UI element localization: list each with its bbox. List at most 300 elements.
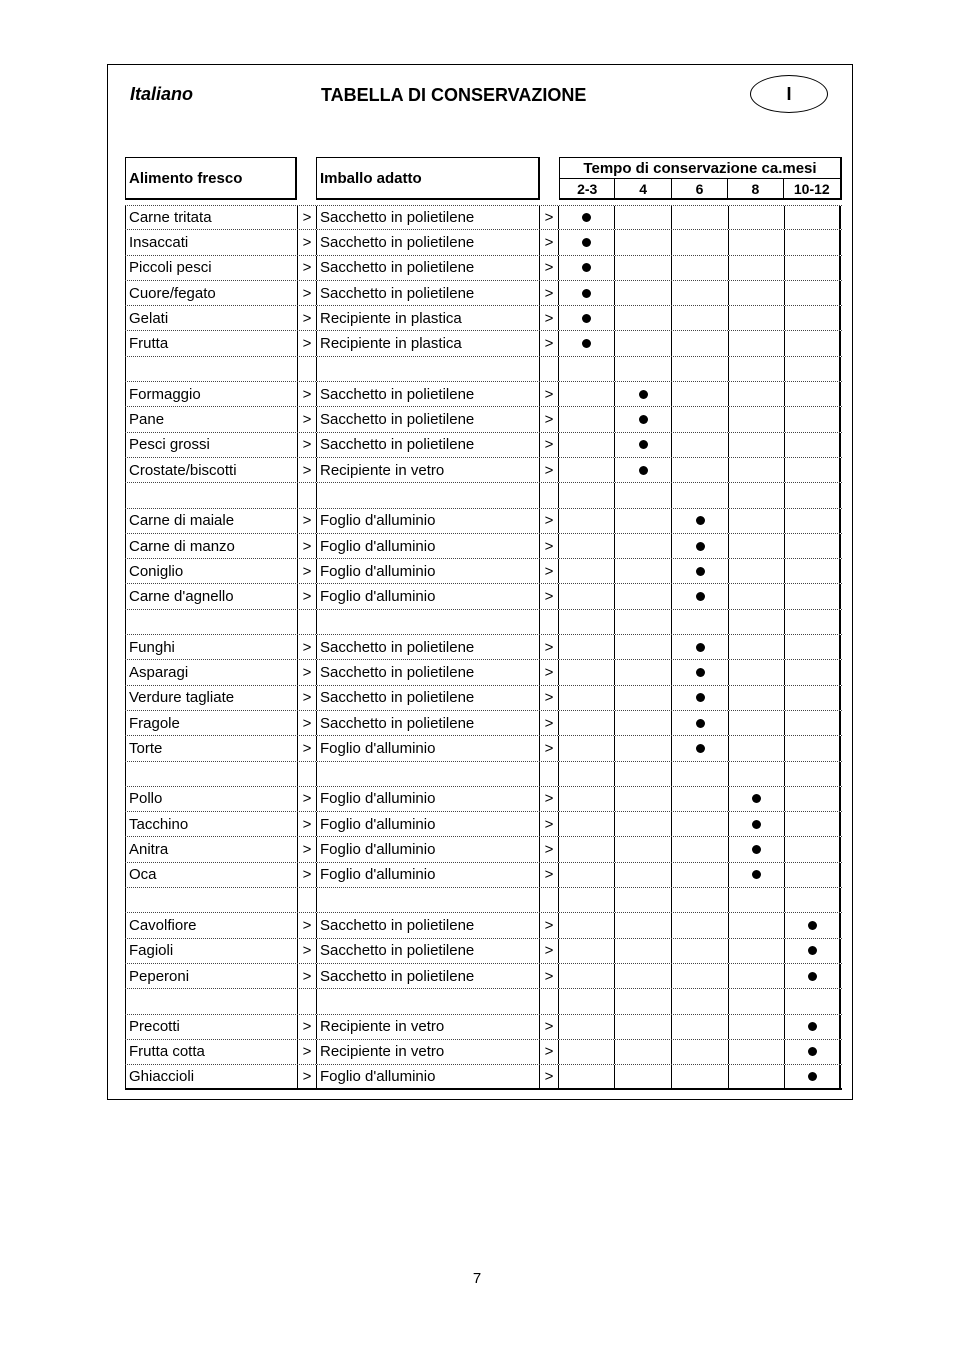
food-name: Cuore/fegato [125, 281, 297, 305]
packaging-name: Sacchetto in polietilene [316, 660, 539, 684]
arrow-marker [539, 357, 558, 381]
arrow-marker: > [297, 407, 316, 431]
time-cell [614, 711, 671, 735]
arrow-marker: > [297, 382, 316, 406]
time-cell [558, 331, 614, 355]
spacer-row [125, 610, 842, 635]
time-cell [671, 635, 728, 659]
food-name [125, 989, 297, 1013]
time-cell [784, 1065, 841, 1088]
time-cell [558, 635, 614, 659]
arrow-marker: > [297, 331, 316, 355]
time-cell [558, 736, 614, 760]
time-cell [671, 1015, 728, 1039]
arrow-marker: > [297, 433, 316, 457]
time-cell [671, 458, 728, 482]
arrow-marker: > [297, 913, 316, 937]
storage-table [125, 205, 842, 1090]
time-cell [614, 534, 671, 558]
packaging-name: Sacchetto in polietilene [316, 939, 539, 963]
arrow-marker: > [297, 1040, 316, 1064]
arrow-marker: > [539, 1040, 558, 1064]
food-name: Crostate/biscotti [125, 458, 297, 482]
packaging-name: Sacchetto in polietilene [316, 407, 539, 431]
storage-time-columns [560, 179, 840, 199]
time-cell [558, 660, 614, 684]
arrow-marker: > [297, 559, 316, 583]
time-cell [614, 206, 671, 229]
table-row [125, 407, 842, 432]
time-cell [784, 206, 841, 229]
arrow-marker: > [539, 787, 558, 811]
storage-dot-icon [808, 1047, 817, 1056]
arrow-marker: > [297, 458, 316, 482]
header-food: Alimento fresco [125, 157, 297, 200]
packaging-name: Foglio d'alluminio [316, 559, 539, 583]
page-title: TABELLA DI CONSERVAZIONE [321, 85, 587, 105]
food-name: Formaggio [125, 382, 297, 406]
food-name: Gelati [125, 306, 297, 330]
time-cell [784, 711, 841, 735]
arrow-marker [539, 483, 558, 507]
packaging-name: Sacchetto in polietilene [316, 206, 539, 229]
time-cell [671, 206, 728, 229]
packaging-name [316, 483, 539, 507]
time-cell [784, 888, 841, 912]
table-row [125, 205, 842, 230]
packaging-name: Sacchetto in polietilene [316, 230, 539, 254]
food-name: Asparagi [125, 660, 297, 684]
arrow-marker: > [297, 1015, 316, 1039]
time-cell [728, 407, 784, 431]
food-name: Peperoni [125, 964, 297, 988]
food-name: Tacchino [125, 812, 297, 836]
time-cell [728, 584, 784, 608]
time-cell [671, 964, 728, 988]
food-name: Precotti [125, 1015, 297, 1039]
packaging-name: Recipiente in vetro [316, 1015, 539, 1039]
food-name: Carne di manzo [125, 534, 297, 558]
time-cell [671, 736, 728, 760]
page-number: 7 [472, 1270, 482, 1287]
table-row [125, 686, 842, 711]
time-cell [728, 306, 784, 330]
spacer-row [125, 989, 842, 1014]
time-cell [728, 483, 784, 507]
time-cell [671, 407, 728, 431]
spacer-row [125, 762, 842, 787]
time-cell [558, 913, 614, 937]
arrow-marker: > [539, 837, 558, 861]
time-cell [614, 989, 671, 1013]
time-cell [558, 534, 614, 558]
time-cell [671, 913, 728, 937]
arrow-marker: > [539, 509, 558, 533]
arrow-marker: > [297, 787, 316, 811]
time-cell [784, 1040, 841, 1064]
food-name [125, 357, 297, 381]
time-cell [671, 863, 728, 887]
spacer-row [125, 888, 842, 913]
time-cell [671, 281, 728, 305]
time-cell [728, 711, 784, 735]
arrow-marker: > [539, 230, 558, 254]
storage-dot-icon [582, 339, 591, 348]
time-cell [558, 559, 614, 583]
packaging-name: Foglio d'alluminio [316, 584, 539, 608]
time-cell [614, 331, 671, 355]
arrow-marker [297, 762, 316, 786]
time-cell [728, 787, 784, 811]
food-name: Carne d'agnello [125, 584, 297, 608]
arrow-marker: > [539, 206, 558, 229]
food-name: Frutta cotta [125, 1040, 297, 1064]
time-cell [558, 584, 614, 608]
packaging-name: Sacchetto in polietilene [316, 913, 539, 937]
time-cell [728, 1065, 784, 1088]
time-cell [558, 939, 614, 963]
time-cell [614, 1015, 671, 1039]
storage-dot-icon [696, 744, 705, 753]
time-cell [784, 762, 841, 786]
time-cell [558, 206, 614, 229]
time-cell [728, 812, 784, 836]
arrow-marker: > [297, 939, 316, 963]
time-cell [671, 762, 728, 786]
time-cell [671, 306, 728, 330]
time-cell [614, 256, 671, 280]
food-name: Ghiaccioli [125, 1065, 297, 1088]
storage-dot-icon [639, 440, 648, 449]
arrow-marker: > [539, 559, 558, 583]
time-cell [671, 711, 728, 735]
time-cell [558, 281, 614, 305]
time-cell [784, 989, 841, 1013]
time-cell [784, 736, 841, 760]
table-row [125, 256, 842, 281]
arrow-marker: > [539, 534, 558, 558]
arrow-marker: > [297, 206, 316, 229]
arrow-marker: > [539, 711, 558, 735]
food-name [125, 888, 297, 912]
time-cell [614, 913, 671, 937]
time-cell [614, 964, 671, 988]
arrow-marker: > [297, 509, 316, 533]
table-row [125, 711, 842, 736]
arrow-marker: > [539, 863, 558, 887]
time-cell [558, 433, 614, 457]
time-cell [614, 863, 671, 887]
time-cell [784, 610, 841, 634]
time-cell [671, 686, 728, 710]
packaging-name: Foglio d'alluminio [316, 1065, 539, 1088]
arrow-marker: > [539, 382, 558, 406]
time-cell [614, 939, 671, 963]
packaging-name: Sacchetto in polietilene [316, 964, 539, 988]
arrow-marker: > [297, 863, 316, 887]
time-cell [728, 433, 784, 457]
table-row [125, 509, 842, 534]
header-packaging: Imballo adatto [316, 157, 540, 200]
food-name: Carne tritata [125, 206, 297, 229]
arrow-marker: > [297, 584, 316, 608]
arrow-marker: > [539, 281, 558, 305]
time-cell [614, 509, 671, 533]
time-cell [558, 230, 614, 254]
time-cell [671, 1040, 728, 1064]
storage-dot-icon [696, 516, 705, 525]
time-cell [728, 458, 784, 482]
time-cell [671, 230, 728, 254]
packaging-name [316, 357, 539, 381]
storage-dot-icon [639, 466, 648, 475]
time-cell [784, 686, 841, 710]
arrow-marker: > [539, 458, 558, 482]
storage-dot-icon [808, 1022, 817, 1031]
arrow-marker: > [297, 660, 316, 684]
time-cell [558, 610, 614, 634]
time-cell [558, 837, 614, 861]
time-cell [671, 584, 728, 608]
packaging-name: Sacchetto in polietilene [316, 433, 539, 457]
time-cell [671, 660, 728, 684]
time-cell [614, 357, 671, 381]
arrow-marker: > [297, 306, 316, 330]
time-column-header: 8 [728, 179, 783, 199]
arrow-marker: > [297, 635, 316, 659]
table-row [125, 1015, 842, 1040]
time-column-header: 4 [615, 179, 671, 199]
arrow-marker [297, 888, 316, 912]
time-cell [614, 888, 671, 912]
table-row [125, 1065, 842, 1090]
packaging-name: Sacchetto in polietilene [316, 635, 539, 659]
time-cell [614, 584, 671, 608]
time-cell [784, 913, 841, 937]
food-name: Cavolfiore [125, 913, 297, 937]
food-name: Verdure tagliate [125, 686, 297, 710]
arrow-marker: > [539, 331, 558, 355]
time-cell [614, 230, 671, 254]
time-cell [728, 736, 784, 760]
food-name: Pesci grossi [125, 433, 297, 457]
storage-dot-icon [696, 567, 705, 576]
storage-dot-icon [639, 390, 648, 399]
time-cell [558, 306, 614, 330]
time-cell [784, 812, 841, 836]
time-cell [558, 964, 614, 988]
time-cell [558, 989, 614, 1013]
time-cell [558, 1015, 614, 1039]
time-cell [671, 787, 728, 811]
time-cell [728, 610, 784, 634]
arrow-marker: > [297, 812, 316, 836]
arrow-marker: > [297, 837, 316, 861]
time-cell [614, 433, 671, 457]
arrow-marker: > [297, 281, 316, 305]
storage-dot-icon [808, 946, 817, 955]
time-cell [614, 686, 671, 710]
time-cell [784, 433, 841, 457]
time-cell [784, 534, 841, 558]
time-cell [728, 256, 784, 280]
arrow-marker: > [297, 1065, 316, 1088]
food-name: Anitra [125, 837, 297, 861]
table-row [125, 433, 842, 458]
time-cell [558, 863, 614, 887]
arrow-marker: > [539, 306, 558, 330]
packaging-name: Foglio d'alluminio [316, 534, 539, 558]
arrow-marker: > [539, 812, 558, 836]
time-cell [784, 635, 841, 659]
time-cell [614, 787, 671, 811]
time-cell [728, 534, 784, 558]
packaging-name: Sacchetto in polietilene [316, 686, 539, 710]
time-cell [614, 559, 671, 583]
time-cell [784, 357, 841, 381]
packaging-name: Recipiente in plastica [316, 306, 539, 330]
time-cell [558, 711, 614, 735]
time-cell [728, 939, 784, 963]
time-cell [784, 1015, 841, 1039]
arrow-marker [297, 989, 316, 1013]
time-cell [671, 256, 728, 280]
time-cell [558, 509, 614, 533]
time-cell [671, 939, 728, 963]
storage-dot-icon [582, 314, 591, 323]
food-name [125, 483, 297, 507]
arrow-marker [539, 989, 558, 1013]
arrow-marker: > [539, 407, 558, 431]
time-column-header: 6 [672, 179, 728, 199]
arrow-marker: > [539, 939, 558, 963]
time-cell [784, 230, 841, 254]
time-cell [614, 1040, 671, 1064]
arrow-marker [297, 483, 316, 507]
arrow-marker [297, 610, 316, 634]
time-cell [671, 331, 728, 355]
arrow-marker: > [539, 686, 558, 710]
time-cell [784, 863, 841, 887]
time-cell [614, 635, 671, 659]
table-row [125, 787, 842, 812]
time-cell [784, 584, 841, 608]
storage-dot-icon [639, 415, 648, 424]
table-row [125, 812, 842, 837]
arrow-marker: > [539, 964, 558, 988]
time-cell [784, 939, 841, 963]
time-cell [614, 281, 671, 305]
time-cell [558, 787, 614, 811]
time-cell [614, 458, 671, 482]
table-row [125, 331, 842, 356]
arrow-marker: > [539, 1015, 558, 1039]
time-cell [558, 762, 614, 786]
time-cell [728, 686, 784, 710]
time-cell [784, 964, 841, 988]
storage-dot-icon [808, 972, 817, 981]
time-cell [728, 281, 784, 305]
arrow-marker: > [539, 660, 558, 684]
time-cell [784, 382, 841, 406]
time-cell [671, 610, 728, 634]
arrow-marker [539, 610, 558, 634]
packaging-name: Recipiente in vetro [316, 1040, 539, 1064]
table-row [125, 964, 842, 989]
time-cell [558, 357, 614, 381]
packaging-name [316, 610, 539, 634]
time-cell [728, 660, 784, 684]
time-cell [728, 230, 784, 254]
time-cell [614, 837, 671, 861]
storage-dot-icon [752, 820, 761, 829]
arrow-marker: > [297, 230, 316, 254]
time-cell [784, 458, 841, 482]
time-cell [728, 382, 784, 406]
packaging-name: Foglio d'alluminio [316, 787, 539, 811]
time-cell [728, 964, 784, 988]
time-cell [728, 762, 784, 786]
packaging-name: Foglio d'alluminio [316, 736, 539, 760]
table-row [125, 863, 842, 888]
table-row [125, 736, 842, 761]
table-row [125, 230, 842, 255]
time-cell [614, 407, 671, 431]
time-cell [784, 660, 841, 684]
packaging-name [316, 762, 539, 786]
time-cell [558, 483, 614, 507]
time-cell [558, 382, 614, 406]
time-cell [728, 635, 784, 659]
arrow-marker: > [539, 1065, 558, 1088]
time-cell [614, 812, 671, 836]
spacer-row [125, 357, 842, 382]
arrow-marker: > [297, 534, 316, 558]
header-storage-time [559, 157, 842, 200]
time-cell [784, 306, 841, 330]
time-cell [558, 812, 614, 836]
storage-dot-icon [808, 1072, 817, 1081]
time-cell [614, 382, 671, 406]
food-name: Fragole [125, 711, 297, 735]
time-column-header: 10-12 [793, 181, 830, 197]
table-row [125, 382, 842, 407]
packaging-name: Recipiente in plastica [316, 331, 539, 355]
table-row [125, 559, 842, 584]
storage-dot-icon [752, 870, 761, 879]
time-cell [558, 686, 614, 710]
time-cell [728, 357, 784, 381]
time-cell [728, 1015, 784, 1039]
arrow-marker: > [297, 256, 316, 280]
packaging-name: Sacchetto in polietilene [316, 711, 539, 735]
time-cell [728, 888, 784, 912]
arrow-marker: > [297, 736, 316, 760]
storage-dot-icon [696, 643, 705, 652]
arrow-marker: > [297, 686, 316, 710]
arrow-marker [539, 762, 558, 786]
time-cell [784, 483, 841, 507]
time-cell [558, 458, 614, 482]
storage-dot-icon [696, 542, 705, 551]
food-name: Funghi [125, 635, 297, 659]
time-cell [784, 787, 841, 811]
table-row [125, 458, 842, 483]
table-row [125, 584, 842, 609]
time-cell [728, 863, 784, 887]
time-cell [728, 913, 784, 937]
time-cell [728, 206, 784, 229]
